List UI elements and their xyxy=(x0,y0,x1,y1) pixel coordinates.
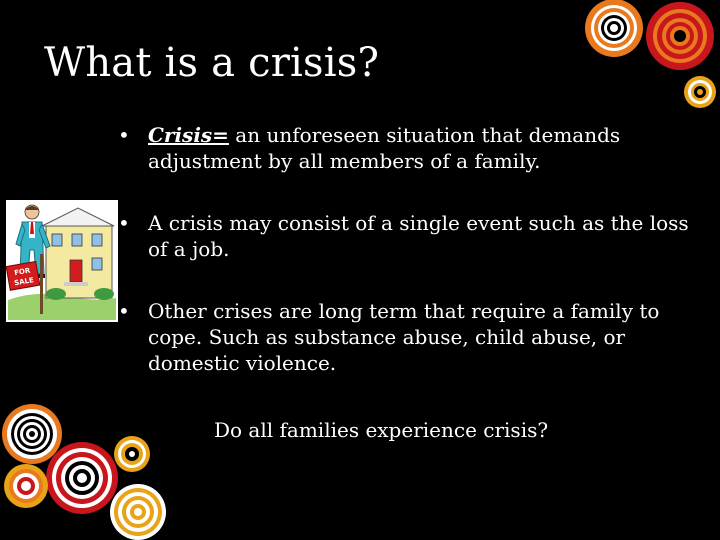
svg-text:FOR: FOR xyxy=(13,266,31,278)
term-crisis: Crisis= xyxy=(148,123,229,147)
bullet-item-long-term xyxy=(118,298,710,376)
bullet-text: A crisis may consist of a single event such as the loss of a job. xyxy=(148,211,689,261)
for-sale-house-icon xyxy=(6,200,118,322)
closing-question: Do all families experience crisis? xyxy=(214,418,549,442)
bullet-marker: • xyxy=(118,299,130,323)
bullet-item-definition xyxy=(118,122,710,174)
bullet-marker: • xyxy=(118,211,130,235)
bullet-text: Other crises are long term that require a family to cope. Such as substance abuse, child abuse, or domestic violence. xyxy=(148,299,660,375)
decorative-circles-top-icon xyxy=(584,0,720,110)
bullet-item-single-event xyxy=(118,210,710,262)
slide-title: What is a crisis? xyxy=(44,40,380,86)
bullet-list xyxy=(118,122,710,412)
decorative-circles-bottom-icon xyxy=(0,402,180,540)
bullet-text: an unforeseen situation that demands adjustment by all members of a family. xyxy=(148,123,621,173)
bullet-marker: • xyxy=(118,123,130,147)
svg-text:SALE: SALE xyxy=(13,276,35,288)
